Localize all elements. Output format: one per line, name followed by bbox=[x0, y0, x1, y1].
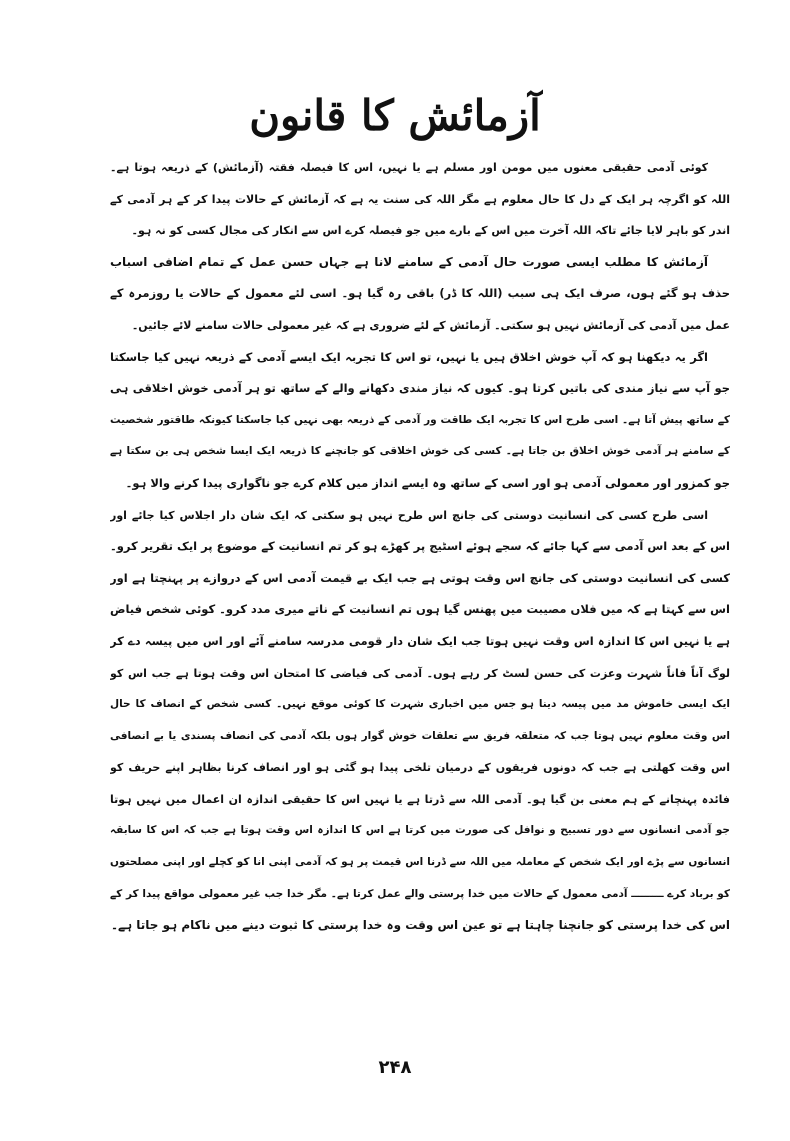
text-line: اندر کو باہر لایا جائے تاکہ اللہ آخرت میں اس کے بارے میں جو فیصلہ کرے اس سے انکار کی مجال کسی کو نہ ہو۔ bbox=[131, 224, 730, 238]
text-line: اس وقت کھلتی ہے جب کہ دونوں فریقوں کے درمیان تلخی پیدا ہو گئی ہو اور انصاف کرنا بظاہر اپنے حریف کو bbox=[110, 761, 730, 775]
text-line: جو آپ سے نیاز مندی کی باتیں کرتا ہو۔ کیوں کہ نیاز مندی دکھانے والے کے ساتھ تو ہر آدمی خوش اخلاقی ہی bbox=[110, 381, 730, 396]
text-line: انسانوں سے پڑے اور ایک شخص کے معاملہ میں اللہ سے ڈرنا اس قیمت پر ہو کہ آدمی اپنی انا کو کچلے اور اپنی مصلحتوں bbox=[110, 856, 730, 869]
text-line: اس کی خدا پرستی کو جانچنا چاہتا ہے تو عین اس وقت وہ خدا پرستی کا ثبوت دینے میں ناکام ہو جاتا ہے۔ bbox=[111, 918, 730, 933]
text-line: اللہ کو اگرچہ ہر ایک کے دل کا حال معلوم ہے مگر اللہ کی سنت یہ ہے کہ آزمائش کے حالات پیدا کر کے ہر آدمی کے bbox=[110, 192, 730, 206]
paragraph-1 bbox=[110, 152, 730, 247]
paragraph-4 bbox=[110, 500, 730, 942]
body-text bbox=[110, 152, 730, 942]
text-line: ہے یا نہیں اس کا اندازہ اس وقت نہیں ہوتا جب ایک شان دار قومی مدرسہ سامنے آئے اور اس میں پیسہ دے کر bbox=[110, 633, 730, 648]
text-line: اسی طرح کسی کی انسانیت دوستی کی جانچ اس طرح نہیں ہو سکتی کہ ایک شان دار اجلاس کیا جائے اور bbox=[110, 508, 708, 522]
page-title: آزمائش کا قانون bbox=[249, 91, 541, 140]
paragraph-3 bbox=[110, 342, 730, 500]
text-line: کے ساتھ پیش آتا ہے۔ اسی طرح اس کا تجربہ ایک طاقت ور آدمی کے ذریعہ بھی نہیں کیا جاسکتا کیونکہ طاقتور شخصیت bbox=[110, 413, 730, 426]
text-line: عمل میں آدمی کی آزمائش نہیں ہو سکتی۔ آزمائش کے لئے ضروری ہے کہ غیر معمولی حالات سامنے لائے جائیں۔ bbox=[131, 318, 730, 332]
text-line: اگر یہ دیکھنا ہو کہ آپ خوش اخلاق ہیں یا نہیں، تو اس کا تجربہ ایک ایسے آدمی کے ذریعہ نہیں کیا جاسکتا bbox=[110, 349, 708, 364]
text-line: کو برباد کرے ـــــــــ آدمی معمول کے حالات میں خدا پرستی والے عمل کرتا ہے۔ مگر خدا جب غیر معمولی مواقع پیدا کر کے bbox=[110, 887, 730, 900]
text-line: جو آدمی انسانوں سے دور تسبیح و نوافل کی صورت میں کرتا ہے اس کا اندازہ اس وقت ہوتا ہے جب کہ اس کا سابقہ bbox=[110, 824, 730, 837]
page-number: ۲۴۸ bbox=[378, 1057, 412, 1078]
text-line: ایک ایسی خاموش مد میں پیسہ دینا ہو جس میں اخباری شہرت کا کوئی موقع نہیں۔ کسی شخص کے انصاف کا حال bbox=[110, 698, 730, 711]
text-line: فائدہ پہنچانے کے ہم معنی بن گیا ہو۔ آدمی اللہ سے ڈرتا ہے یا نہیں اس کا حقیقی اندازہ ان اعمال میں نہیں ہوتا bbox=[110, 792, 730, 806]
text-line: حذف ہو گئے ہوں، صرف ایک ہی سبب (اللہ کا ڈر) باقی رہ گیا ہو۔ اسی لئے معمول کے حالات یا روزمرہ کے bbox=[110, 286, 730, 301]
text-line: اس کے بعد اس آدمی سے کہا جائے کہ سجے ہوئے اسٹیج پر کھڑے ہو کر تم انسانیت کے موضوع پر ایک تقریر کرو۔ bbox=[110, 539, 730, 554]
text-line: جو کمزور اور معمولی آدمی ہو اور اسی کے ساتھ وہ ایسے انداز میں کلام کرے جو ناگواری پیدا کرنے والا ہو۔ bbox=[125, 475, 730, 490]
text-line: لوگ آناً فاناً شہرت وعزت کی حسن لسٹ کر رہے ہوں۔ آدمی کی فیاضی کا امتحان اس وقت ہوتا ہے جب اس کو bbox=[110, 666, 730, 680]
text-line: آزمائش کا مطلب ایسی صورت حال آدمی کے سامنے لانا ہے جہاں حسن عمل کے تمام اضافی اسباب bbox=[110, 254, 708, 269]
text-line: کسی کی انسانیت دوستی کی جانچ اس وقت ہوتی ہے جب ایک بے قیمت آدمی اس کے دروازے پر پہنچتا ہے اور bbox=[110, 570, 730, 585]
text-line: اس وقت معلوم نہیں ہوتا جب کہ متعلقہ فریق سے تعلقات خوش گوار ہوں بلکہ آدمی کی انصاف پسندی یا بے انصافی bbox=[110, 729, 730, 742]
paragraph-2 bbox=[110, 247, 730, 342]
text-line: کے سامنے ہر آدمی خوش اخلاق بن جاتا ہے۔ کسی کی خوش اخلاقی کو جانچنے کا ذریعہ ایک ایسا شخص ہی بن سکتا ہے bbox=[110, 445, 730, 458]
text-line: کوئی آدمی حقیقی معنوں میں مومن اور مسلم ہے یا نہیں، اس کا فیصلہ فقتہ (آزمائش) کے ذریعہ ہوتا ہے۔ bbox=[110, 161, 708, 174]
text-line: اس سے کہتا ہے کہ میں فلاں مصیبت میں پھنس گیا ہوں تم انسانیت کے ناتے میری مدد کرو۔ کوئی شخص فیاض bbox=[110, 602, 730, 617]
